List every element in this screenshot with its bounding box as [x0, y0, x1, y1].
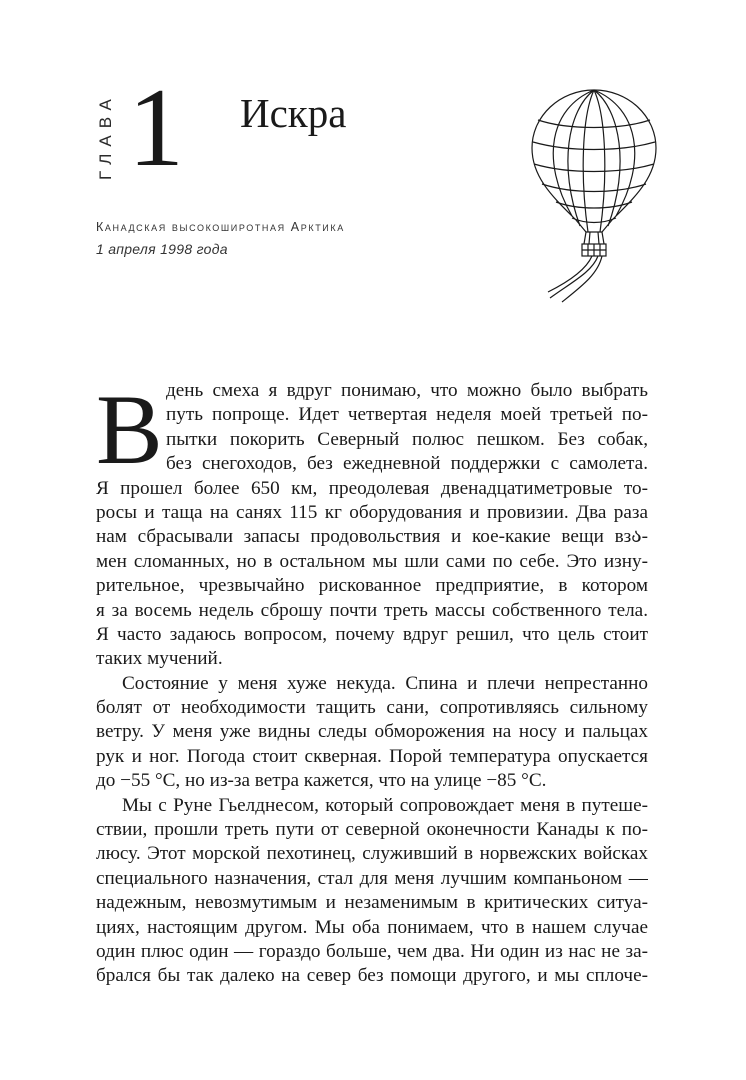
- date-subheading: 1 апреля 1998 года: [96, 241, 228, 257]
- text-line: день смеха я вдруг понимаю, что можно было выбрать: [166, 380, 648, 401]
- text-line: Состояние у меня хуже некуда. Спина и плечи непрестанно: [122, 672, 648, 694]
- text-line: пытки покорить Северный полюс пешком. Без собак,: [166, 428, 648, 450]
- text-line: брался бы так далеко на север без помощи другого, и мы сплоче-: [96, 965, 648, 987]
- text-line: рительное, чрезвычайно рискованное предприятие, в котором: [96, 575, 648, 597]
- hot-air-balloon-illustration: [528, 86, 660, 304]
- text-line: Мы с Руне Гьелднесом, который сопровождает меня в путеше-: [122, 794, 648, 816]
- text-line: я за восемь недель сброшу почти треть массы собственного тела.: [96, 599, 648, 621]
- text-line: люсу. Этот морской пехотинец, служивший в норвежских войсках: [96, 843, 648, 865]
- text-line: ствии, прошли треть пути от северной оконечности Канады к по-: [96, 819, 648, 841]
- text-line: циях, настоящим другом. Мы оба понимаем, что в нашем случае: [96, 916, 648, 938]
- chapter-title: Искра: [240, 90, 347, 136]
- text-line: один плюс один — гораздо больше, чем два. Ни один из нас не за-: [96, 940, 648, 962]
- body-text: [96, 374, 648, 989]
- text-line: мен сломанных, но в остальном мы шли сами по себе. Это изну-: [96, 550, 648, 572]
- text-line: Я часто задаюсь вопросом, почему вдруг решил, что цель стоит: [96, 623, 648, 645]
- drop-cap: В: [96, 374, 163, 485]
- text-line: без снегоходов, без ежедневной поддержки с самолета.: [166, 453, 648, 475]
- text-line: путь попроще. Идет четвертая неделя моей третьей по-: [166, 404, 648, 426]
- chapter-number: 1: [128, 66, 184, 190]
- text-line: специального назначения, стал для меня лучшим компаньоном —: [96, 867, 648, 889]
- location-subheading: Канадская высокоширотная Арктика: [96, 220, 345, 234]
- text-line: надежным, невозмутимым и незаменимым в критических ситуа-: [96, 892, 648, 914]
- text-line: до −55 °С, но из-за ветра кажется, что на улице −85 °С.: [96, 770, 547, 792]
- text-line: ветру. У меня уже видны следы обморожения на носу и пальцах: [96, 721, 648, 743]
- text-line: рук и ног. Погода стоит скверная. Порой температура опускается: [96, 745, 648, 767]
- text-line: нам сбрасывали запасы продовольствия и кое-какие вещи взა-: [96, 526, 648, 548]
- text-line: Я прошел более 650 км, преодолевая двенадцатиметровые то-: [96, 477, 648, 499]
- text-line: росы и таща на санях 115 кг оборудования и провизии. Два раза: [96, 501, 648, 523]
- text-line: болят от необходимости тащить сани, сопротивляясь сильному: [96, 697, 648, 719]
- text-line: таких мучений.: [96, 648, 223, 670]
- chapter-label: ГЛАВА: [96, 92, 115, 180]
